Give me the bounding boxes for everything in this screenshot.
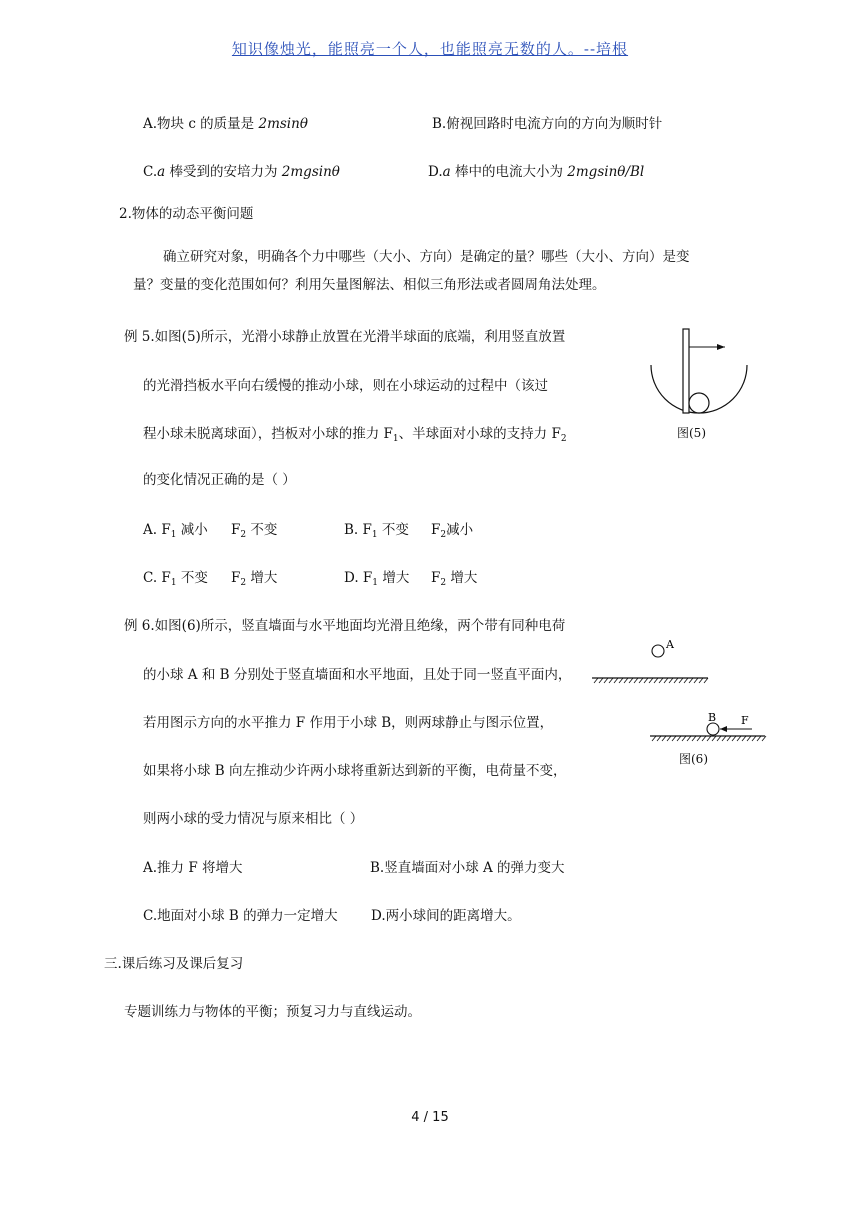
example5-line3-sub1: 1 — [392, 434, 399, 444]
figure-5-diagram — [645, 325, 755, 425]
example6-line1: 例 6.如图(6)所示，竖直墙面与水平地面均光滑且绝缘，两个带有同种电荷 — [124, 618, 566, 634]
section3-text: 专题训练力与物体的平衡；预复习力与直线运动。 — [124, 1004, 421, 1020]
figure-6-diagram — [590, 636, 770, 746]
upper-ground-hatch — [594, 678, 708, 683]
example5-option-a2 — [231, 518, 277, 540]
ex5-c-f2: F — [231, 570, 241, 586]
ball-a-label: A — [666, 638, 674, 651]
section3-title: 三.课后练习及课后复习 — [104, 956, 244, 972]
example5-option-c2 — [231, 566, 277, 588]
example5-option-d — [344, 566, 409, 588]
example5-line3 — [143, 422, 567, 444]
lower-ground-hatch — [652, 736, 766, 741]
example5-option-d2 — [431, 566, 477, 588]
section2-para-line1: 确立研究对象，明确各个力中哪些（大小、方向）是确定的量？哪些（大小、方向）是变 — [163, 249, 690, 265]
push-arrow-head — [717, 344, 725, 350]
example5-line2: 的光滑挡板水平向右缓慢的推动小球，则在小球运动的过程中（该过 — [143, 378, 548, 394]
ball-b — [707, 723, 719, 735]
ex5-c-f1: C. F — [143, 570, 171, 586]
option-c-prev — [143, 160, 340, 180]
ex5-a-f1-sub: 1 — [170, 530, 177, 540]
option-c-prefix: C. — [143, 164, 158, 180]
example5-option-c — [143, 566, 208, 588]
example6-option-c: C.地面对小球 B 的弹力一定增大 — [143, 908, 338, 924]
example5-option-b — [344, 518, 409, 540]
section2-para-line2: 量？变量的变化范围如何？利用矢量图解法、相似三角形法或者圆周角法处理。 — [133, 277, 606, 293]
ex5-d-f1: D. F — [344, 570, 373, 586]
example6-option-a: A.推力 F 将增大 — [143, 860, 243, 876]
ex5-b-f1-sub: 1 — [371, 530, 378, 540]
ex5-d-f1-txt: 增大 — [378, 570, 410, 586]
example5-line1: 例 5.如图(5)所示，光滑小球静止放置在光滑半球面的底端，利用竖直放置 — [124, 329, 566, 345]
ex5-a-f1-txt: 减小 — [176, 522, 208, 538]
option-c-var: a — [157, 164, 166, 180]
example6-line5: 则两小球的受力情况与原来相比（ ） — [143, 811, 364, 827]
vertical-baffle — [683, 329, 689, 413]
example6-line4: 如果将小球 B 向左推动少许两小球将重新达到新的平衡，电荷量不变， — [143, 763, 567, 779]
example5-line3-sub2: 2 — [560, 434, 567, 444]
header-motto: 知识像烛光，能照亮一个人，也能照亮无数的人。--培根 — [231, 40, 629, 58]
ex5-d-f2-sub: 2 — [440, 578, 447, 588]
example5-option-b2 — [431, 518, 473, 540]
option-d-prefix: D. — [428, 164, 443, 180]
figure-6-label: 图(6) — [679, 752, 708, 766]
option-a-prev — [143, 112, 308, 132]
example5-line3-b: 、半球面对小球的支持力 F — [398, 426, 561, 442]
ball-b-label: B — [708, 711, 717, 724]
ex5-d-f1-sub: 1 — [372, 578, 379, 588]
ex5-b-f1-txt: 不变 — [377, 522, 409, 538]
ex5-c-f1-sub: 1 — [170, 578, 177, 588]
ex5-b-f2: F — [431, 522, 441, 538]
option-d-prev — [428, 160, 644, 180]
figure-5-label: 图(5) — [677, 426, 706, 440]
ex5-a-f2-txt: 不变 — [246, 522, 278, 538]
ex5-b-f2-txt: 减小 — [446, 522, 474, 538]
ex5-a-f1: A. F — [143, 522, 171, 538]
option-d-mid: 棒中的电流大小为 — [450, 164, 568, 180]
option-d-var: a — [442, 164, 451, 180]
option-d-formula: 2mgsinθ/Bl — [567, 164, 645, 180]
ex5-c-f1-txt: 不变 — [176, 570, 208, 586]
ex5-b-f2-sub: 2 — [440, 530, 447, 540]
ex5-c-f2-txt: 增大 — [246, 570, 278, 586]
example6-line2: 的小球 A 和 B 分别处于竖直墙面和水平地面，且处于同一竖直平面内， — [143, 667, 572, 683]
example5-line4: 的变化情况正确的是（ ） — [143, 472, 296, 488]
ex5-d-f2: F — [431, 570, 441, 586]
ex5-b-f1: B. F — [344, 522, 372, 538]
option-c-formula: 2mgsinθ — [281, 164, 340, 180]
example6-line3: 若用图示方向的水平推力 F 作用于小球 B，则两球静止与图示位置， — [143, 715, 554, 731]
page-number: 4 / 15 — [411, 1110, 449, 1125]
section2-title: 2.物体的动态平衡问题 — [119, 206, 254, 222]
ex5-c-f2-sub: 2 — [240, 578, 247, 588]
ex5-a-f2-sub: 2 — [240, 530, 247, 540]
ball-a — [652, 645, 664, 657]
force-f-arrowhead — [720, 726, 727, 732]
small-ball — [689, 393, 709, 413]
option-a-prefix: A.物块 c 的质量是 — [143, 116, 259, 132]
option-a-formula: 2msinθ — [258, 116, 308, 132]
example6-option-d: D.两小球间的距离增大。 — [371, 908, 521, 924]
example5-line3-a: 程小球未脱离球面），挡板对小球的推力 F — [143, 426, 393, 442]
ex5-a-f2: F — [231, 522, 241, 538]
option-b-prev: B.俯视回路时电流方向的方向为顺时针 — [432, 116, 663, 132]
example6-option-b: B.竖直墙面对小球 A 的弹力变大 — [370, 860, 565, 876]
example5-option-a — [143, 518, 208, 540]
option-c-mid: 棒受到的安培力为 — [165, 164, 282, 180]
force-f-label: F — [741, 714, 749, 727]
ex5-d-f2-txt: 增大 — [446, 570, 478, 586]
